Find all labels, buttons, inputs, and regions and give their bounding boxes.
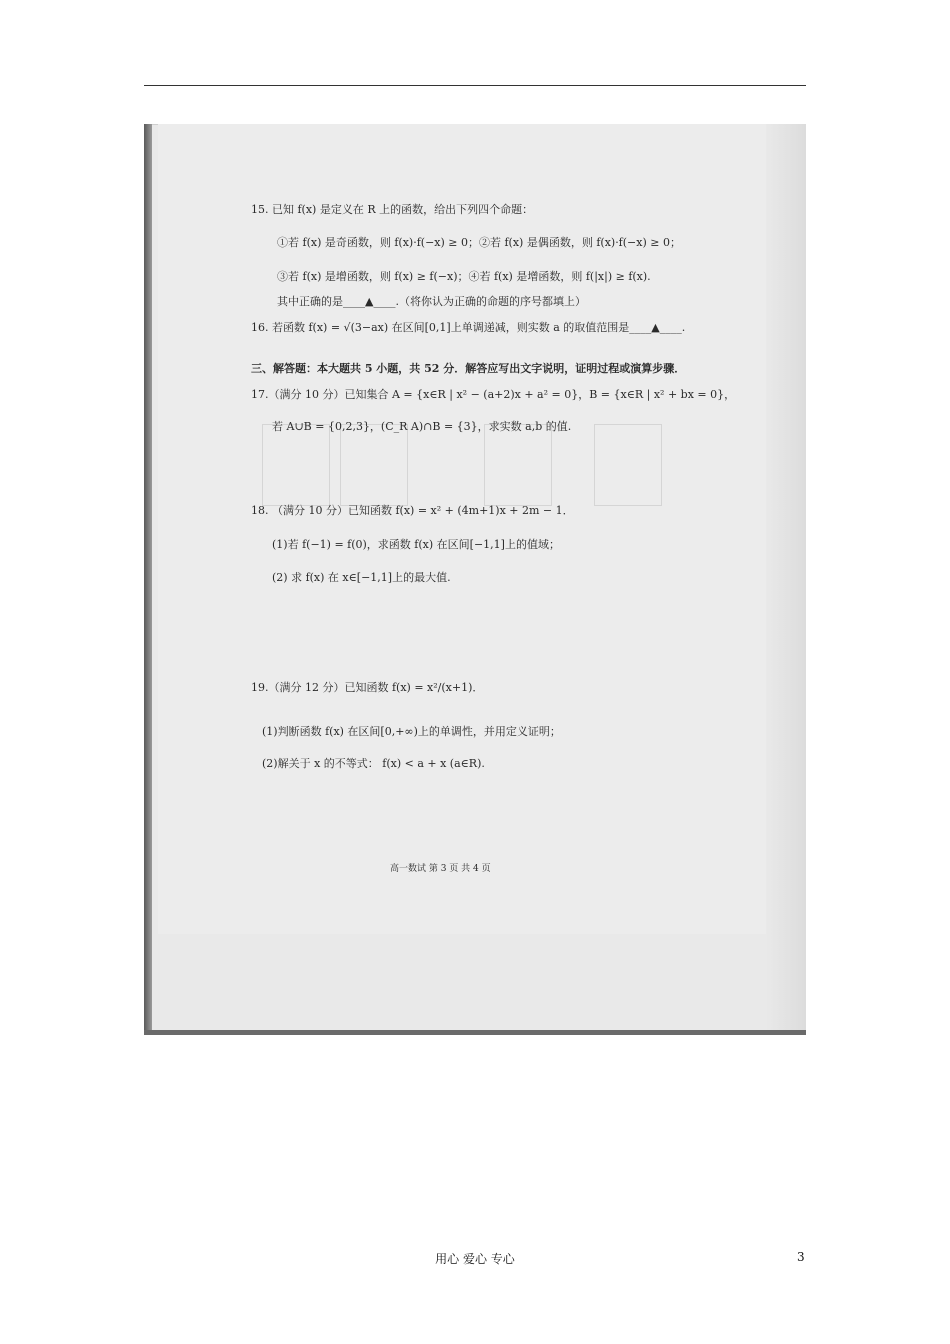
scan-edge-bottom xyxy=(144,1030,806,1035)
q19-part-1: (1)判断函数 f(x) 在区间[0,+∞)上的单调性，并用定义证明； xyxy=(262,725,561,738)
q15-statements-3-4: ③若 f(x) 是增函数，则 f(x) ≥ f(−x)；④若 f(x) 是增函数，则 f(|x|) ≥ f(x). xyxy=(277,270,651,283)
q18-part-2: (2) 求 f(x) 在 x∈[−1,1]上的最大值. xyxy=(272,571,451,584)
scan-edge-left xyxy=(144,124,152,1035)
bleed-through-graph xyxy=(262,424,330,506)
q17-line-2: 若 A∪B = {0,2,3}，(C_R A)∩B = {3}，求实数 a,b 的值. xyxy=(272,420,572,433)
q17-line-1: 17.（满分 10 分）已知集合 A = {x∈R | x² − (a+2)x + a² = 0}，B = {x∈R | x² + bx = 0}， xyxy=(251,388,736,401)
scanned-exam-page xyxy=(144,124,806,1035)
section-3-header: 三、解答题：本大题共 5 小题，共 52 分．解答应写出文字说明，证明过程或演算步骤． xyxy=(251,362,686,375)
footer-motto: 用心 爱心 专心 xyxy=(435,1252,515,1266)
q16-text: 16. 若函数 f(x) = √(3−ax) 在区间[0,1]上单调递减，则实数 a 的取值范围是____▲____. xyxy=(251,321,686,334)
q19-part-2: (2)解关于 x 的不等式： f(x) < a + x (a∈R). xyxy=(262,757,485,770)
scan-edge-right xyxy=(766,124,806,1035)
q18-stem: 18. （满分 10 分）已知函数 f(x) = x² + (4m+1)x + 2m − 1． xyxy=(251,504,574,517)
scan-page-footer: 高一数试 第 3 页 共 4 页 xyxy=(390,864,491,874)
bleed-through-graph xyxy=(340,424,408,506)
bleed-through-graph xyxy=(594,424,662,506)
bleed-through-graph xyxy=(484,424,552,506)
page-number: 3 xyxy=(797,1250,805,1264)
header-rule xyxy=(144,85,806,86)
q19-stem: 19.（满分 12 分）已知函数 f(x) = x²/(x+1)． xyxy=(251,681,484,694)
q15-stem: 15. 已知 f(x) 是定义在 R 上的函数，给出下列四个命题： xyxy=(251,203,534,216)
q15-statements-1-2: ①若 f(x) 是奇函数，则 f(x)·f(−x) ≥ 0；②若 f(x) 是偶函数，则 f(x)·f(−x) ≥ 0； xyxy=(277,236,681,249)
q18-part-1: (1)若 f(−1) = f(0)，求函数 f(x) 在区间[−1,1]上的值域； xyxy=(272,538,560,551)
q15-answer-prompt: 其中正确的是____▲____.（将你认为正确的命题的序号都填上） xyxy=(277,295,586,308)
